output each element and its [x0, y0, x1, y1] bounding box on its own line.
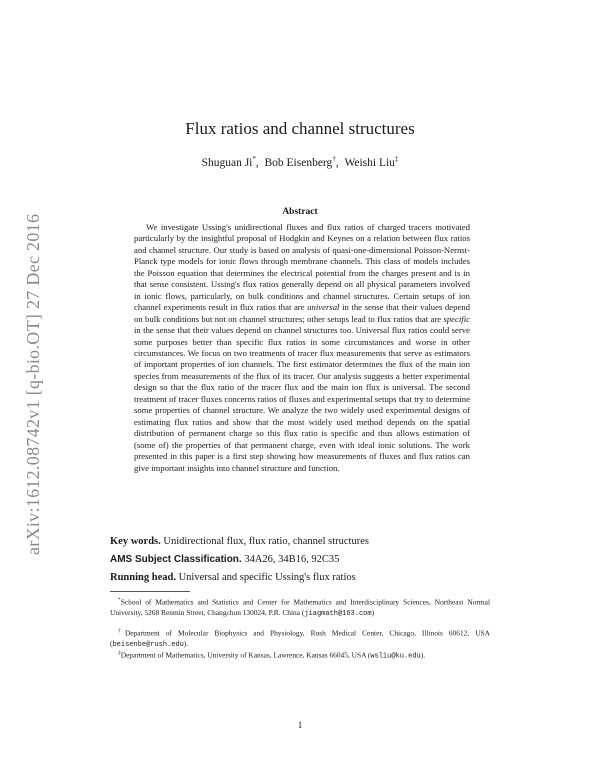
arxiv-identifier: arXiv:1612.08742v1 [q-bio.OT] 27 Dec 2016	[23, 213, 43, 555]
author-footnote-mark: *	[252, 155, 256, 163]
footnote-affiliation	[110, 626, 490, 650]
footnote-email[interactable]: wsliu@ku.edu	[370, 652, 421, 661]
author-name: Shuguan Ji	[201, 156, 253, 169]
footnote-email[interactable]: jiagmath@163.com	[304, 609, 372, 618]
footnote-text: School of Mathematics and Statistics and Center for Mathematics and Interdisciplinary Sciences, Northeast Normal University, 5268 Renmin Street, Changchun 130024, P.R. China (	[110, 597, 490, 617]
author-footnote-mark: ‡	[394, 155, 399, 163]
abstract-heading: Abstract	[282, 207, 318, 217]
footnote-affiliation	[110, 648, 490, 662]
abstract-emphasis: specific	[443, 313, 470, 324]
footnote-mark: ‡	[118, 650, 121, 656]
footnote-email[interactable]: beisenbe@rush.edu	[112, 640, 184, 649]
footnote-mark: *	[118, 597, 121, 603]
abstract-emphasis: universal	[307, 302, 340, 313]
ams-classification-line	[110, 553, 500, 567]
keywords-text: Unidirectional flux, flux ratio, channel structures	[163, 536, 369, 547]
footnote-text: Department of Mathematics, University of Kansas, Lawrence, Kansas 66045, USA (	[120, 650, 371, 660]
footnote-affiliation	[110, 595, 490, 619]
author-name: Bob Eisenberg	[264, 156, 333, 169]
abstract-body	[134, 222, 470, 474]
running-head-line	[110, 571, 500, 585]
footnote-tail: ).	[183, 638, 189, 648]
footnote-tail: ).	[420, 650, 426, 660]
footnote-tail: )	[371, 607, 375, 617]
ams-label: AMS Subject Classification.	[110, 554, 242, 565]
running-head-label: Running head.	[110, 572, 176, 583]
paper-title: Flux ratios and channel structures	[185, 119, 415, 138]
footnote-divider	[110, 591, 190, 592]
author-list: Shuguan Ji*, Bob Eisenberg†, Weishi Liu‡	[201, 155, 399, 169]
page-number: 1	[297, 721, 303, 731]
abstract-text: We investigate Ussing's unidirectional fluxes and flux ratios of charged tracers motivated particularly by the insightful proposal of Hodgkin and Keynes on a relation between flux ratios and channel structure. Our study is based on analysis of quasi-one-dimensional Poisson-Nernst-Planck type models for ionic flows through membrane channels. This class of models includes the Poisson equation that determines the electrical potential from the charges present and is in that sense consistent. Ussing's flux ratios generally depend on all physical parameters involved in ionic flows, particularly, on bulk conditions and channel structures. Certain setups of ion channel experiments result in flux ratios that are	[134, 222, 470, 313]
footnote-mark: †	[118, 628, 125, 634]
author-footnote-mark: †	[332, 155, 336, 163]
running-head-text: Universal and specific Ussing's flux ratios	[178, 572, 356, 583]
abstract-text: in the sense that their values depend on channel structures too. Universal flux ratios could serve some purposes better than specific flux ratios in some circumstances and worse in other circumstances. We focus on two treatments of tracer flux measurements that serve as estimators of important properties of ion channels. The first estimator determines the flux of the main ion species from measurements of the flux of its tracer. Our analysis suggests a better experimental design so that the flux ratio of the tracer flux and the main ion flux is universal. The second treatment of tracer fluxes concerns ratios of fluxes and experimental setups that try to determine some properties of channel structure. We analyze the two widely used experimental designs of estimating flux ratios and show that the most widely used method depends on the spatial distribution of permanent charge so this flux ratio is specific and thus allows estimation of (some of) the properties of that permanent charge, even with ideal ionic solutions. The work presented in this paper is a first step showing how measurements of fluxes and flux ratios can give important insights into channel structure and function.	[134, 325, 470, 473]
keywords-label: Key words.	[110, 536, 161, 547]
abstract-text: in the sense that their values depend on bulk conditions but not on channel structures; other setups lead to flux ratios that are	[134, 302, 471, 324]
ams-codes: 34A26, 34B16, 92C35	[244, 554, 340, 565]
keywords-line	[110, 535, 500, 549]
author-name: Weishi Liu	[344, 156, 395, 169]
footnote-text: Department of Molecular Biophysics and Physiology, Rush Medical Center, Chicago, Illinois 60612, USA (	[110, 628, 490, 648]
